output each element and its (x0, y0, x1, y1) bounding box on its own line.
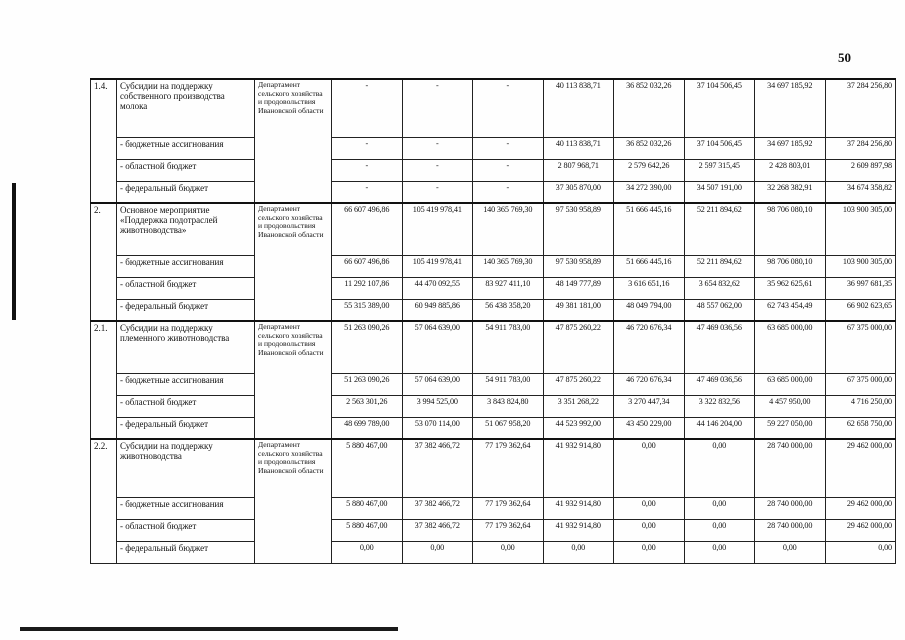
amount-cell: 51 666 445,16 (614, 255, 685, 277)
amount-cell: 77 179 362,64 (473, 519, 544, 541)
item-number: 2. (91, 203, 117, 321)
amount-cell: 0,00 (684, 439, 755, 497)
amount-cell: 67 375 000,00 (825, 321, 896, 373)
amount-cell: 37 382 466,72 (402, 439, 473, 497)
amount-cell: 37 104 506,45 (684, 79, 755, 137)
table-row (91, 299, 896, 321)
table-row (91, 79, 896, 137)
amount-cell: 0,00 (614, 541, 685, 563)
amount-cell: 5 880 467,00 (332, 519, 403, 541)
amount-cell: 59 227 050,00 (755, 417, 826, 439)
amount-cell: 2 428 803,01 (755, 159, 826, 181)
amount-cell: 2 807 968,71 (543, 159, 614, 181)
amount-cell: 2 579 642,26 (614, 159, 685, 181)
amount-cell: 40 113 838,71 (543, 137, 614, 159)
amount-cell: 66 607 496,86 (332, 255, 403, 277)
page-number: 50 (838, 50, 851, 65)
amount-cell: 28 740 000,00 (755, 497, 826, 519)
item-number: 2.1. (91, 321, 117, 439)
amount-cell: 0,00 (825, 541, 896, 563)
amount-cell: 29 462 000,00 (825, 439, 896, 497)
amount-cell: 3 616 651,16 (614, 277, 685, 299)
funding-source-label: - федеральный бюджет (117, 417, 255, 439)
amount-cell: 48 149 777,89 (543, 277, 614, 299)
amount-cell: 51 263 090,26 (332, 321, 403, 373)
amount-cell: 140 365 769,30 (473, 203, 544, 255)
amount-cell: - (402, 79, 473, 137)
amount-cell: 0,00 (543, 541, 614, 563)
amount-cell: 3 351 268,22 (543, 395, 614, 417)
amount-cell: 47 469 036,56 (684, 321, 755, 373)
funding-source-label: - бюджетные ассигнования (117, 255, 255, 277)
amount-cell: 56 438 358,20 (473, 299, 544, 321)
amount-cell: 37 284 256,80 (825, 79, 896, 137)
amount-cell: 51 263 090,26 (332, 373, 403, 395)
amount-cell: - (473, 137, 544, 159)
table-row (91, 277, 896, 299)
amount-cell: - (473, 181, 544, 203)
amount-cell: 51 666 445,16 (614, 203, 685, 255)
budget-table (90, 78, 896, 564)
item-number: 2.2. (91, 439, 117, 563)
amount-cell: 0,00 (402, 541, 473, 563)
amount-cell: 41 932 914,80 (543, 439, 614, 497)
amount-cell: 3 994 525,00 (402, 395, 473, 417)
amount-cell: - (473, 159, 544, 181)
bottom-scan-line (20, 627, 398, 631)
amount-cell: 2 563 301,26 (332, 395, 403, 417)
amount-cell: - (332, 79, 403, 137)
amount-cell: 29 462 000,00 (825, 519, 896, 541)
amount-cell: 0,00 (684, 519, 755, 541)
amount-cell: 57 064 639,00 (402, 321, 473, 373)
amount-cell: 66 607 496,86 (332, 203, 403, 255)
amount-cell: 43 450 229,00 (614, 417, 685, 439)
amount-cell: 54 911 783,00 (473, 321, 544, 373)
amount-cell: 44 523 992,00 (543, 417, 614, 439)
amount-cell: 77 179 362,64 (473, 497, 544, 519)
funding-source-label: - бюджетные ассигнования (117, 137, 255, 159)
amount-cell: 48 699 789,00 (332, 417, 403, 439)
amount-cell: 37 382 466,72 (402, 497, 473, 519)
item-title: Основное мероприятие «Поддержка подотраслей животноводства» (117, 203, 255, 255)
amount-cell: 98 706 080,10 (755, 203, 826, 255)
amount-cell: 3 270 447,34 (614, 395, 685, 417)
amount-cell: - (332, 137, 403, 159)
amount-cell: 49 381 181,00 (543, 299, 614, 321)
amount-cell: 47 875 260,22 (543, 373, 614, 395)
amount-cell: - (332, 181, 403, 203)
amount-cell: 0,00 (332, 541, 403, 563)
amount-cell: 51 067 958,20 (473, 417, 544, 439)
amount-cell: 103 900 305,00 (825, 203, 896, 255)
funding-source-label: - областной бюджет (117, 395, 255, 417)
funding-source-label: - федеральный бюджет (117, 541, 255, 563)
amount-cell: 66 902 623,65 (825, 299, 896, 321)
amount-cell: - (402, 137, 473, 159)
table-row (91, 541, 896, 563)
responsible-department: Департамент сельского хозяйства и продовольствия Ивановской области (255, 79, 332, 203)
amount-cell: 53 070 114,00 (402, 417, 473, 439)
amount-cell: 48 049 794,00 (614, 299, 685, 321)
amount-cell: 0,00 (614, 519, 685, 541)
amount-cell: 46 720 676,34 (614, 321, 685, 373)
amount-cell: 3 322 832,56 (684, 395, 755, 417)
amount-cell: 97 530 958,89 (543, 255, 614, 277)
responsible-department: Департамент сельского хозяйства и продовольствия Ивановской области (255, 321, 332, 439)
amount-cell: 47 875 260,22 (543, 321, 614, 373)
responsible-department: Департамент сельского хозяйства и продовольствия Ивановской области (255, 439, 332, 563)
amount-cell: 41 932 914,80 (543, 497, 614, 519)
item-title: Субсидии на поддержку племенного животноводства (117, 321, 255, 373)
amount-cell: 0,00 (473, 541, 544, 563)
amount-cell: - (473, 79, 544, 137)
amount-cell: 37 305 870,00 (543, 181, 614, 203)
amount-cell: 28 740 000,00 (755, 439, 826, 497)
amount-cell: 34 507 191,00 (684, 181, 755, 203)
table-row (91, 137, 896, 159)
funding-source-label: - областной бюджет (117, 277, 255, 299)
responsible-department: Департамент сельского хозяйства и продовольствия Ивановской области (255, 203, 332, 321)
table-row (91, 417, 896, 439)
table-row (91, 159, 896, 181)
funding-source-label: - федеральный бюджет (117, 299, 255, 321)
amount-cell: 97 530 958,89 (543, 203, 614, 255)
amount-cell: 52 211 894,62 (684, 255, 755, 277)
amount-cell: 140 365 769,30 (473, 255, 544, 277)
table-row (91, 321, 896, 373)
margin-scan-line (12, 183, 16, 320)
amount-cell: - (402, 159, 473, 181)
funding-source-label: - областной бюджет (117, 519, 255, 541)
amount-cell: 2 597 315,45 (684, 159, 755, 181)
table-row (91, 395, 896, 417)
amount-cell: 28 740 000,00 (755, 519, 826, 541)
amount-cell: 4 457 950,00 (755, 395, 826, 417)
amount-cell: 2 609 897,98 (825, 159, 896, 181)
amount-cell: 67 375 000,00 (825, 373, 896, 395)
amount-cell: 48 557 062,00 (684, 299, 755, 321)
amount-cell: 41 932 914,80 (543, 519, 614, 541)
table-row (91, 203, 896, 255)
amount-cell: 36 852 032,26 (614, 137, 685, 159)
amount-cell: 0,00 (684, 541, 755, 563)
item-title: Субсидии на поддержку животноводства (117, 439, 255, 497)
table-row (91, 497, 896, 519)
amount-cell: 34 674 358,82 (825, 181, 896, 203)
amount-cell: 46 720 676,34 (614, 373, 685, 395)
amount-cell: 62 743 454,49 (755, 299, 826, 321)
amount-cell: 36 997 681,35 (825, 277, 896, 299)
amount-cell: 98 706 080,10 (755, 255, 826, 277)
amount-cell: 63 685 000,00 (755, 321, 826, 373)
amount-cell: 57 064 639,00 (402, 373, 473, 395)
amount-cell: 5 880 467,00 (332, 497, 403, 519)
amount-cell: 103 900 305,00 (825, 255, 896, 277)
table-row (91, 373, 896, 395)
table-body (91, 79, 896, 563)
amount-cell: 55 315 389,00 (332, 299, 403, 321)
amount-cell: 60 949 885,86 (402, 299, 473, 321)
amount-cell: 37 104 506,45 (684, 137, 755, 159)
table-row (91, 519, 896, 541)
amount-cell: 29 462 000,00 (825, 497, 896, 519)
funding-source-label: - бюджетные ассигнования (117, 497, 255, 519)
amount-cell: 11 292 107,86 (332, 277, 403, 299)
funding-source-label: - федеральный бюджет (117, 181, 255, 203)
amount-cell: - (332, 159, 403, 181)
amount-cell: 0,00 (684, 497, 755, 519)
amount-cell: 5 880 467,00 (332, 439, 403, 497)
amount-cell: 47 469 036,56 (684, 373, 755, 395)
amount-cell: 35 962 625,61 (755, 277, 826, 299)
amount-cell: 63 685 000,00 (755, 373, 826, 395)
amount-cell: 52 211 894,62 (684, 203, 755, 255)
amount-cell: 44 146 204,00 (684, 417, 755, 439)
amount-cell: 54 911 783,00 (473, 373, 544, 395)
amount-cell: 0,00 (755, 541, 826, 563)
amount-cell: - (402, 181, 473, 203)
amount-cell: 44 470 092,55 (402, 277, 473, 299)
table-row (91, 255, 896, 277)
amount-cell: 0,00 (614, 497, 685, 519)
funding-source-label: - бюджетные ассигнования (117, 373, 255, 395)
amount-cell: 36 852 032,26 (614, 79, 685, 137)
amount-cell: 34 697 185,92 (755, 79, 826, 137)
amount-cell: 77 179 362,64 (473, 439, 544, 497)
amount-cell: 34 697 185,92 (755, 137, 826, 159)
amount-cell: 4 716 250,00 (825, 395, 896, 417)
funding-source-label: - областной бюджет (117, 159, 255, 181)
amount-cell: 34 272 390,00 (614, 181, 685, 203)
table-row (91, 181, 896, 203)
amount-cell: 62 658 750,00 (825, 417, 896, 439)
amount-cell: 32 268 382,91 (755, 181, 826, 203)
amount-cell: 3 843 824,80 (473, 395, 544, 417)
amount-cell: 105 419 978,41 (402, 203, 473, 255)
amount-cell: 83 927 411,10 (473, 277, 544, 299)
amount-cell: 105 419 978,41 (402, 255, 473, 277)
amount-cell: 40 113 838,71 (543, 79, 614, 137)
amount-cell: 37 382 466,72 (402, 519, 473, 541)
amount-cell: 0,00 (614, 439, 685, 497)
item-title: Субсидии на поддержку собственного производства молока (117, 79, 255, 137)
table-row (91, 439, 896, 497)
amount-cell: 3 654 832,62 (684, 277, 755, 299)
item-number: 1.4. (91, 79, 117, 203)
amount-cell: 37 284 256,80 (825, 137, 896, 159)
